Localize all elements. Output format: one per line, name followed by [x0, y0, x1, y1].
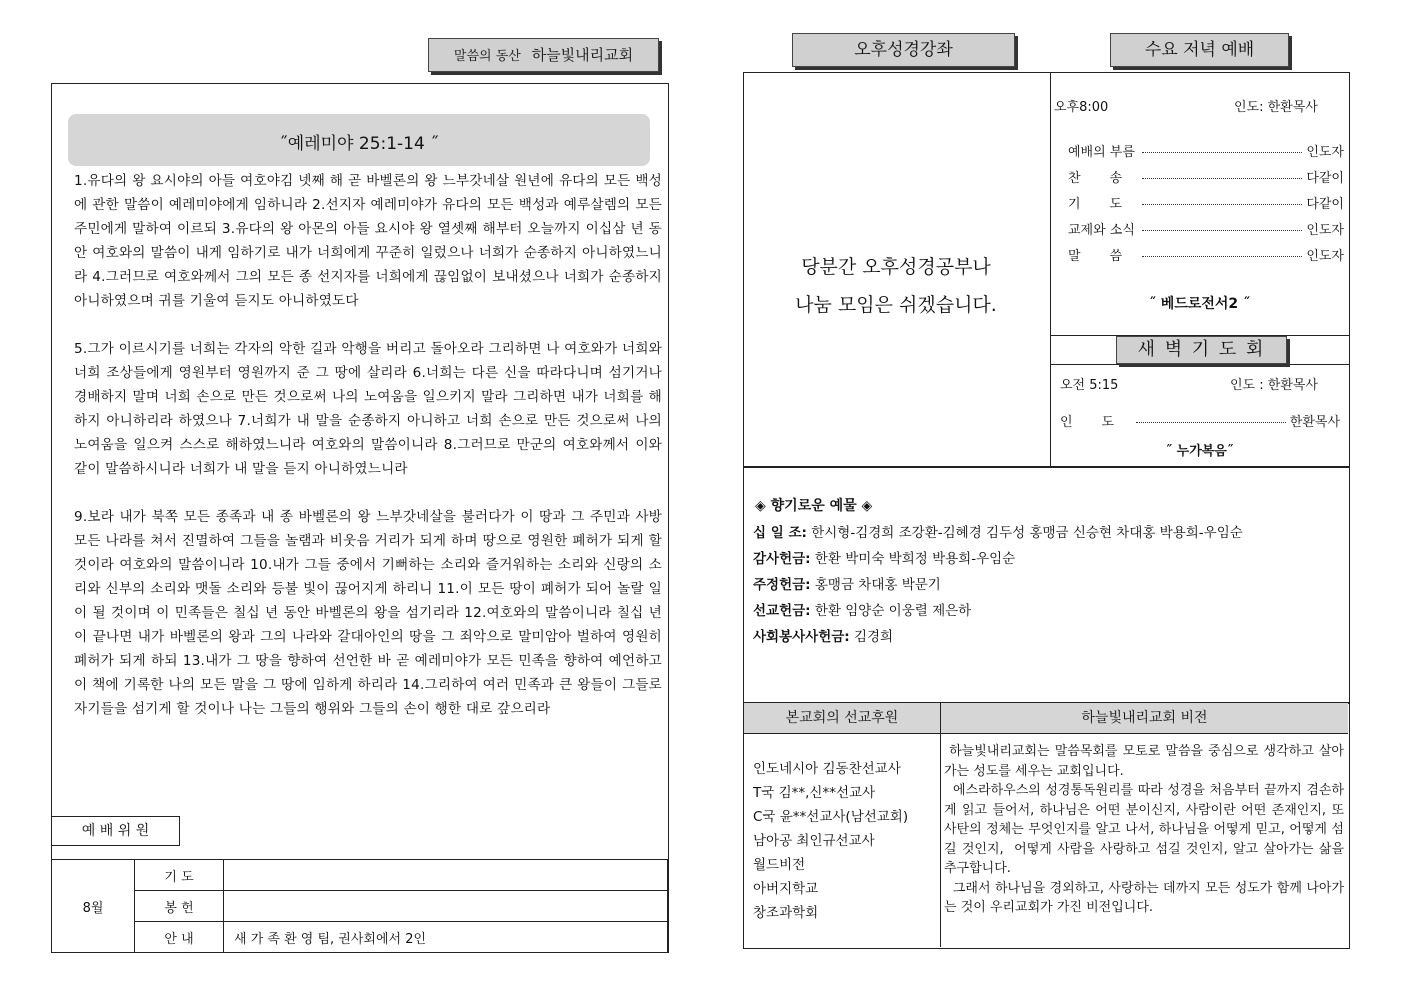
scripture-title-text: ˝예레미야 25:1-14 ˝: [279, 134, 439, 154]
missions-header: 본교회의 선교후원: [785, 710, 899, 726]
order-label: 찬 송: [1068, 171, 1123, 186]
afternoon-notice-line: 나눔 모임은 쉬겠습니다.: [795, 294, 997, 316]
dawn-leader: 인도 : 한환목사: [1230, 378, 1318, 393]
order-dots: [1142, 203, 1302, 205]
committee-value: 새 가 족 환 영 팀, 권사회에서 2인: [224, 922, 668, 953]
offering-names: 한환 임양순 이웅렬 제은하: [810, 603, 972, 619]
mission-item: 인도네시아 김동찬선교사: [753, 761, 901, 777]
committee-role: 안 내: [135, 922, 224, 953]
scripture-paragraph: 9.보라 내가 북쪽 모든 종족과 내 종 바벨론의 왕 느부갓네살을 불러다가 이 땅과 그 주민과 사방 모든 나라를 쳐서 진멸하여 그들을 놀램과 비웃음 거리가 되게 하며 땅으로 영원한 폐허가 되게 할 것이라 여호와의 말씀이니라 10.내가 그들 중에서 기뻐하는 소리와 즐거워하는 소리와 신랑의 소리와 신부의 소리와 맷돌 소리와 등불 빛이 끊어지게 하리니 11.이 모든 땅이 폐허가 되어 놀랄 일이 될 것이며 이 민족들은 칠십 년 동안 바벨론의 왕을 섬기리라 12.여호와의 말씀이니라 칠십 년이 끝나면 내가 바벨론의 왕과 그의 나라와 갈대아인의 땅을 그 죄악으로 말미암아 벌하여 영원히 폐허가 되게 하되 13.내가 그 땅을 향하여 선언한 바 곧 예레미야가 모든 민족을 향하여 예언하고 이 책에 기록한 나의 모든 말을 그 땅에 임하게 하리라 14.그리하여 여러 민족과 큰 왕들이 그들로 자기들을 섬기게 할 것이나 나는 그들의 행위와 그들의 손이 행한 대로 갚으리라: [74, 509, 662, 717]
order-dots: [1142, 229, 1302, 231]
wednesday-title-text: 수요 저녁 예배: [1144, 40, 1255, 60]
offering-names: 홍맹금 차대홍 박문기: [810, 577, 941, 593]
vision-paragraph: 하늘빛내리교회는 말씀목회를 모토로 말씀을 중심으로 생각하고 살아가는 성도를 세우는 교회입니다.: [944, 744, 1344, 779]
vision-text: [944, 742, 1349, 918]
vision-paragraph: 그래서 하나님을 경외하고, 사랑하는 데까지 모든 성도가 함께 나아가는 것이 우리교회가 가진 비전입니다.: [944, 880, 1344, 915]
vision-header: 하늘빛내리교회 비전: [1081, 710, 1208, 726]
order-value: 인도자: [1306, 249, 1344, 264]
offering-label: 사회봉사사헌금:: [753, 629, 850, 645]
missions-list: [753, 757, 908, 925]
order-row: [1068, 193, 1344, 219]
mission-item: 아버지학교: [753, 881, 819, 897]
order-label: 말 씀: [1068, 249, 1123, 264]
mission-item: C국 윤**선교사(남선교회): [753, 809, 909, 825]
committee-role: 봉 헌: [135, 891, 224, 922]
church-tagline: 말씀의 동산: [453, 49, 521, 64]
offering-label: 주정헌금:: [753, 577, 811, 593]
order-row: [1068, 167, 1344, 193]
vision-paragraph: 에스라하우스의 성경통독원리를 따라 성경을 처음부터 끝까지 겸손하게 읽고 들어서, 하나님은 어떤 분이신지, 사람이란 어떤 존재인지, 또 사탄의 정체는 무엇인지를 알고 나서, 하나님을 어떻게 믿고, 어떻게 섬길 것인지, 어떻게 사람을 사랑하고 섬길 것인지, 알고 살아가는 삶을 추구합니다.: [944, 783, 1349, 876]
committee-title: [51, 816, 180, 846]
dawn-lead-label: 인 도: [1060, 415, 1115, 430]
committee-month: 8월: [52, 860, 135, 953]
dawn-title: [1116, 336, 1287, 364]
mission-item: 창조과학회: [753, 905, 819, 921]
church-banner: [428, 38, 659, 72]
order-row: [1068, 141, 1344, 167]
scripture-body: [74, 169, 662, 721]
committee-value: [224, 891, 668, 922]
church-name: 하늘빛내리교회: [531, 46, 634, 64]
committee-title-text: 예 배 위 원: [81, 823, 150, 839]
offering-label: 십 일 조:: [753, 525, 807, 541]
mission-item: T국 김**,신**선교사: [753, 785, 876, 801]
afternoon-title: [792, 33, 1015, 67]
order-value: 다같이: [1306, 197, 1344, 212]
mission-item: 남아공 최인규선교사: [753, 833, 875, 849]
order-value: 인도자: [1306, 145, 1344, 160]
dawn-divider: [1050, 364, 1349, 365]
wednesday-leader: 인도: 한환목사: [1234, 100, 1318, 115]
afternoon-title-text: 오후성경강좌: [854, 40, 953, 60]
order-dots: [1142, 255, 1302, 257]
committee-role: 기 도: [135, 860, 224, 891]
order-value: 다같이: [1306, 171, 1344, 186]
offering-label: 감사헌금:: [753, 551, 811, 567]
scripture-paragraph: 1.유다의 왕 요시야의 아들 여호야김 넷째 해 곧 바벨론의 왕 느부갓네살 원년에 유다의 모든 백성에 관한 말씀이 예레미야에게 임하니라 2.선지자 예레미야가 유다의 모든 백성과 예루살렘의 모든 주민에게 말하여 이르되 3.유다의 왕 아몬의 아들 요시야 왕 열셋째 해부터 오늘까지 이십삼 년 동안 여호와의 말씀이 내게 임하기로 내가 너희에게 꾸준히 일렀으나 너희가 순종하지 아니하였느니라 4.그러므로 여호와께서 그의 모든 종 선지자를 너희에게 끊임없이 보내셨으나 너희가 순종하지 아니하였으며 귀를 기울여 듣지도 아니하였도다: [74, 173, 662, 309]
mission-item: 월드비전: [753, 857, 806, 873]
committee-value: [224, 860, 668, 891]
missions-divider: [940, 702, 941, 947]
order-row: [1068, 245, 1344, 271]
afternoon-notice: [743, 248, 1049, 324]
afternoon-notice-line: 당분간 오후성경공부나: [801, 256, 991, 278]
order-value: 인도자: [1306, 223, 1344, 238]
dawn-time: 오전 5:15: [1060, 378, 1119, 393]
wednesday-sermon: ˝ 베드로전서2 ˝: [1148, 296, 1251, 312]
offering-line: [753, 624, 1343, 650]
offering-label: 선교헌금:: [753, 603, 811, 619]
order-dots: [1142, 151, 1302, 153]
dawn-sermon: ˝ 누가복음˝: [1165, 444, 1234, 459]
offering-names: 한시형-김경희 조강환-김혜경 김두성 홍맹금 신승현 차대홍 박용희-우임순: [806, 525, 1243, 541]
wednesday-title: [1110, 33, 1289, 67]
order-dots: [1136, 421, 1286, 423]
committee-table: [51, 859, 668, 953]
offering-line: [753, 520, 1343, 546]
order-label: 기 도: [1068, 197, 1123, 212]
order-label: 교제와 소식: [1068, 223, 1135, 238]
dawn-lead-row: [1060, 411, 1340, 437]
order-label: 예배의 부름: [1068, 145, 1135, 160]
offering-line: [753, 572, 1343, 598]
dawn-lead-value: 한환목사: [1289, 415, 1340, 430]
order-dots: [1142, 177, 1302, 179]
order-row: [1068, 219, 1344, 245]
services-divider: [1050, 72, 1051, 467]
offering-line: [753, 546, 1343, 572]
offering-line: [753, 598, 1343, 624]
offering-names: 한환 박미숙 박희정 박용희-우임순: [810, 551, 1016, 567]
scripture-title: [68, 114, 650, 166]
dawn-title-text: 새 벽 기 도 회: [1137, 339, 1266, 360]
offerings-title: ◈ 향기로운 예물 ◈: [755, 498, 873, 514]
wednesday-order: [1068, 141, 1344, 271]
scripture-paragraph: 5.그가 이르시기를 너희는 각자의 악한 길과 악행을 버리고 돌아오라 그리하면 나 여호와가 너희와 너희 조상들에게 영원부터 영원까지 준 그 땅에 살리라 6.너희는 다른 신을 따라다니며 섬기거나 경배하지 말며 너희 손으로 만든 것으로써 나의 노여움을 일으키지 말라 그리하면 내가 너희를 해하지 아니하리라 하였으나 7.너희가 내 말을 순종하지 아니하고 너희 손으로 만든 것으로써 나의 노여움을 일으켜 스스로 해하였느니라 여호와의 말씀이니라 8.그러므로 만군의 여호와께서 이와 같이 말씀하시니라 너희가 내 말을 듣지 아니하였느니라: [74, 341, 662, 477]
offerings-list: [753, 520, 1343, 650]
wednesday-time: 오후8:00: [1054, 100, 1109, 115]
offering-names: 김경희: [849, 629, 894, 645]
